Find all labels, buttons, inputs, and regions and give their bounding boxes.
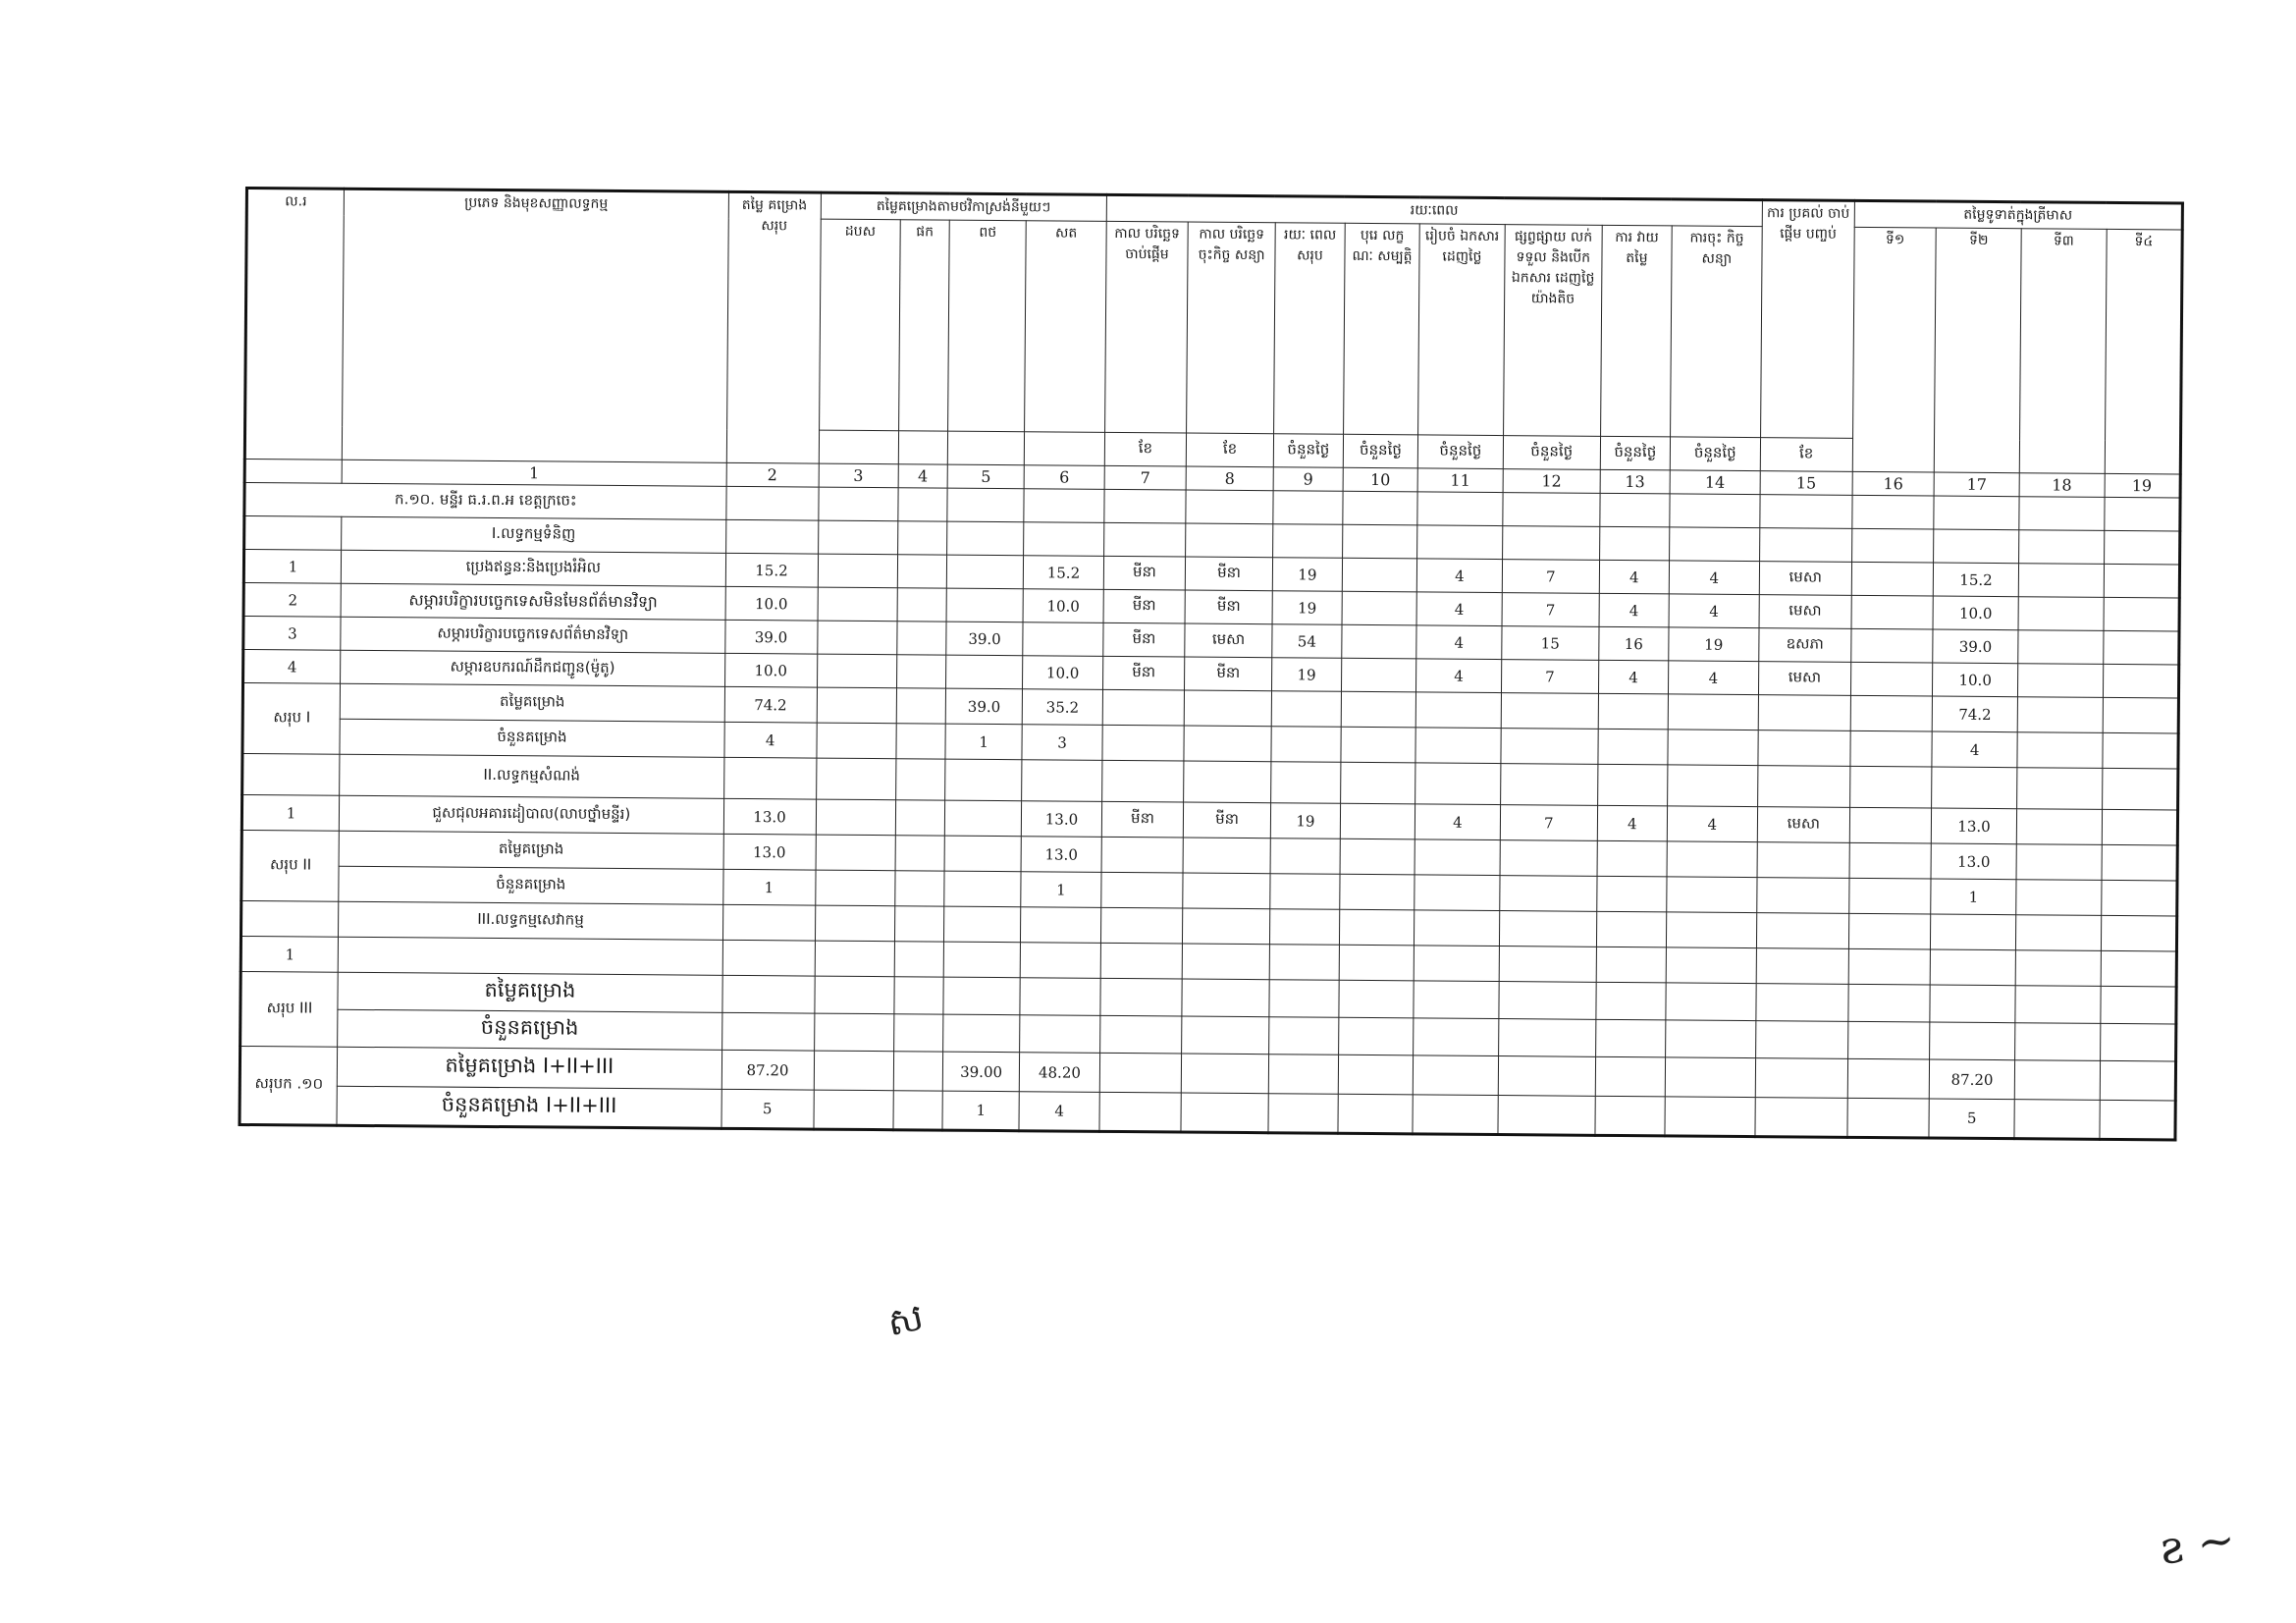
quarter-header: ទី៣ <box>2019 229 2107 474</box>
item-name: ប្រេងឥន្ធនៈនិងប្រេងរំអិល <box>341 550 725 586</box>
delivery-header: ការ ប្រគល់ ចាប់ផ្តើម បញ្ចប់ <box>1760 200 1854 439</box>
col-number: 3 <box>819 463 899 488</box>
handwritten-mark: ស <box>882 1294 928 1345</box>
grand-total-row: សរុបក .១០ តម្លៃគម្រោង I+II+III 87.20 39.00 48.20 87.20 <box>240 1046 2175 1100</box>
col-number: 17 <box>1934 472 2019 497</box>
col-number: 16 <box>1852 471 1935 496</box>
period-header: បុរេ លក្ខ ណៈ សម្បត្តិ <box>1344 223 1420 435</box>
col-number: 7 <box>1104 465 1187 490</box>
subtotal-label: សរុប I <box>242 682 341 754</box>
subtotal-row: ចំនួនគម្រោង 1 1 1 <box>241 865 2177 915</box>
unit-cell: ចំនួនថ្ងៃ <box>1670 437 1760 471</box>
handwritten-initials: ƨ ~ <box>2156 1511 2239 1576</box>
group-label: I.លទ្ធកម្មទំនិញ <box>342 516 726 553</box>
col-no-header: ល.រ <box>244 189 344 460</box>
col-total-header: តម្លៃ គម្រោង សរុប <box>726 191 821 463</box>
table-row: 1 ជួសជុលអគារដៀបាល(លាបថ្នាំមន្ទីរ) 13.0 13.0 មីនា មីនា 19 4 7 4 4 មេសា 13.0 <box>241 794 2177 844</box>
col-number: 5 <box>947 464 1024 489</box>
subtotal-row: សរុប III តម្លៃគម្រោង <box>240 971 2176 1023</box>
col-number: 14 <box>1670 470 1760 495</box>
col-number: 9 <box>1273 467 1343 492</box>
funding-group-header: តម្លៃគម្រោងតាមថវិកាស្រង់នីមួយៗ <box>821 192 1106 221</box>
subtotal-row: ចំនួនគម្រោង 4 1 3 4 <box>242 718 2178 768</box>
unit-cell: ចំនួនថ្ងៃ <box>1503 436 1600 470</box>
grand-total-row: ចំនួនគម្រោង I+II+III 5 1 4 5 <box>240 1085 2175 1139</box>
subtotal-label: សរុប III <box>240 971 339 1047</box>
period-header: កាល បរិច្ឆេទ ចាប់ផ្តើម <box>1104 221 1188 433</box>
item-name: សម្ភារឧបករណ៍ដឹកជញ្ជូន(ម៉ូតូ) <box>341 650 725 686</box>
unit-cell: ចំនួនថ្ងៃ <box>1417 435 1503 469</box>
unit-cell: ខែ <box>1104 432 1187 466</box>
period-header: ផ្សព្វផ្សាយ លក់ទទួល និងបើក ឯកសារ ដេញថ្លៃ យ៉ាងតិច <box>1503 225 1602 437</box>
unit-cell: ចំនួនថ្ងៃ <box>1343 434 1417 468</box>
col-number: 4 <box>898 464 947 488</box>
quarter-header: ទី១ <box>1852 227 1936 472</box>
table-row: 1 ប្រេងឥន្ធនៈនិងប្រេងរំអិល 15.2 15.2 មីនា មីនា 19 4 7 4 4 មេសា 15.2 <box>243 550 2179 598</box>
section-title: ក.១០. មន្ទីរ ធ.រ.ព.អ ខេត្តក្រចេះ <box>244 483 726 520</box>
table-row: 1 <box>240 936 2176 986</box>
quarter-group-header: តម្លៃទូទាត់ក្នុងត្រីមាស <box>1854 200 2182 230</box>
col-number: 11 <box>1417 468 1503 493</box>
subtotal-row: សរុប I តម្លៃគម្រោង 74.2 39.0 35.2 74.2 <box>242 682 2178 732</box>
unit-cell: ខែ <box>1760 438 1852 472</box>
funding-header: ដបស <box>819 219 900 431</box>
quarter-header: ទី៤ <box>2105 229 2182 474</box>
col-number: 15 <box>1760 471 1852 496</box>
period-group-header: រយៈពេល <box>1106 194 1762 226</box>
subtotal-row: ចំនួនគម្រោង <box>240 1008 2176 1060</box>
item-name: ជួសជុលអគារដៀបាល(លាបថ្នាំមន្ទីរ) <box>340 795 724 834</box>
col-number: 19 <box>2105 473 2181 498</box>
col-type-header: ប្រភេទ និងមុខសញ្ញាលទ្ធកម្ម <box>342 189 728 462</box>
table-row: 2 សម្ភារបរិក្ខារបច្ចេកទេសមិនមែនព័ត៌មានវិទ្យា 10.0 10.0 មីនា មីនា 19 4 7 4 4 មេសា 10.0 <box>243 582 2179 630</box>
group-label: III.លទ្ធកម្មសេវាកម្ម <box>339 901 723 940</box>
period-header: រៀបចំ ឯកសារ ដេញថ្លៃ <box>1418 224 1505 436</box>
col-number: 1 <box>342 460 726 486</box>
funding-header: សត <box>1025 221 1106 433</box>
table-row: 3 សម្ភារបរិក្ខារបច្ចេកទេសព័ត៌មានវិទ្យា 39.0 39.0 មីនា មេសា 54 4 15 16 19 ឧសភា 39.0 <box>243 616 2179 664</box>
period-header: កាល បរិច្ឆេទ ចុះកិច្ច សន្យា <box>1187 222 1275 434</box>
col-number: 12 <box>1503 469 1600 494</box>
subtotal-label: សរុប II <box>241 830 340 901</box>
col-number: 18 <box>2019 473 2105 498</box>
grand-total-label: សរុបក .១០ <box>240 1046 338 1125</box>
funding-header: ផក <box>899 220 950 431</box>
col-number: 2 <box>726 462 819 487</box>
group-label: II.លទ្ធកម្មសំណង់ <box>340 754 724 798</box>
subtotal-row: សរុប II តម្លៃគម្រោង 13.0 13.0 13.0 <box>241 830 2177 880</box>
col-number: 13 <box>1600 469 1670 494</box>
col-number: 8 <box>1186 466 1273 491</box>
item-name: សម្ភារបរិក្ខារបច្ចេកទេសមិនមែនព័ត៌មានវិទ្យា <box>341 583 725 620</box>
unit-cell: ខែ <box>1187 433 1274 467</box>
scanned-page <box>237 187 2184 1360</box>
item-name: សម្ភារបរិក្ខារបច្ចេកទេសព័ត៌មានវិទ្យា <box>341 617 725 653</box>
period-header: រយៈ ពេល សរុប <box>1274 223 1346 435</box>
quarter-header: ទី២ <box>1935 228 2022 473</box>
unit-cell: ចំនួនថ្ងៃ <box>1273 434 1343 468</box>
period-header: ការ វាយ តម្លៃ <box>1600 225 1672 437</box>
col-number: 6 <box>1024 465 1104 490</box>
procurement-plan-table <box>238 187 2183 1141</box>
col-number: 10 <box>1343 467 1417 492</box>
unit-cell: ចំនួនថ្ងៃ <box>1600 436 1670 470</box>
period-header: ការចុះ កិច្ចសន្យា <box>1670 226 1762 438</box>
table-row: 4 សម្ភារឧបករណ៍ដឹកជញ្ជូន(ម៉ូតូ) 10.0 10.0 មីនា មីនា 19 4 7 4 4 មេសា 10.0 <box>243 649 2179 697</box>
funding-header: ពថ <box>948 220 1027 432</box>
